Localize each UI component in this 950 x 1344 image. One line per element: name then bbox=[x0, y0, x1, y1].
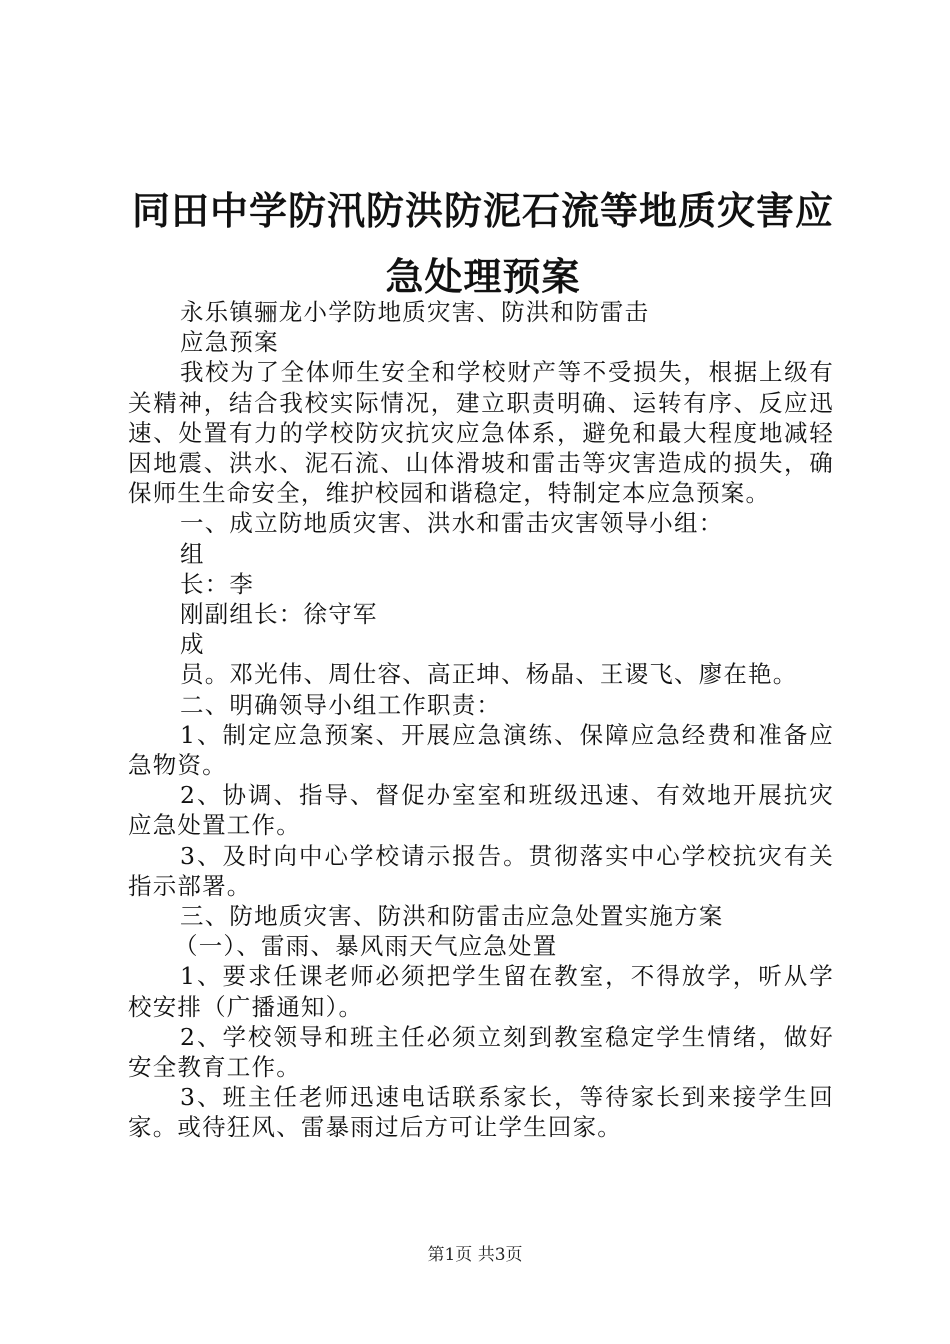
subtitle-line-2: 应急预案 bbox=[180, 328, 279, 357]
procedure-item: 3、班主任老师迅速电话联系家长，等待家长到来接学生回家。或待狂风、雷暴雨过后方可让学生回家。 bbox=[128, 1083, 834, 1142]
page-footer: 第1页 共3页 bbox=[427, 1245, 523, 1265]
duty-item: 3、及时向中心学校请示报告。贯彻落实中心学校抗灾有关指示部署。 bbox=[128, 841, 834, 900]
document-title: 同田中学防汛防洪防泥石流等地质灾害应急处理预案 bbox=[131, 188, 834, 299]
procedure-item: 1、要求任课老师必须把学生留在教室，不得放学，听从学校安排（广播通知）。 bbox=[128, 962, 834, 1021]
member-line: 成 bbox=[180, 630, 205, 659]
member-line: 刚副组长：徐守军 bbox=[180, 600, 378, 629]
section-3-heading: 三、防地质灾害、防洪和防雷击应急处置实施方案 bbox=[180, 902, 724, 931]
intro-paragraph: 我校为了全体师生安全和学校财产等不受损失，根据上级有关精神，结合我校实际情况，建立职责明确、运转有序、反应迅速、处置有力的学校防灾抗灾应急体系，避免和最大程度地减轻因地震、洪水、泥石流、山体滑坡和雷击等灾害造成的损失，确保师生生命安全，维护校园和谐稳定，特制定本应急预案。 bbox=[128, 358, 834, 508]
procedure-item: 2、学校领导和班主任必须立刻到教室稳定学生情绪，做好安全教育工作。 bbox=[128, 1022, 834, 1082]
member-line: 组 bbox=[180, 539, 205, 568]
document-body bbox=[128, 297, 834, 1143]
member-line: 长：李 bbox=[180, 569, 255, 598]
duty-item: 1、制定应急预案、开展应急演练、保障应急经费和准备应急物资。 bbox=[128, 720, 834, 780]
subtitle-line-1: 永乐镇骊龙小学防地质灾害、防洪和防雷击 bbox=[180, 298, 650, 326]
section-2-heading: 二、明确领导小组工作职责： bbox=[180, 690, 502, 719]
member-line: 员。邓光伟、周仕容、高正坤、杨晶、王谡飞、廖在艳。 bbox=[180, 660, 798, 689]
section-1-heading: 一、成立防地质灾害、洪水和雷击灾害领导小组： bbox=[180, 509, 724, 538]
duty-item: 2、协调、指导、督促办室室和班级迅速、有效地开展抗灾应急处置工作。 bbox=[128, 781, 834, 840]
subsection-heading: （一）、雷雨、暴风雨天气应急处置 bbox=[174, 932, 558, 961]
